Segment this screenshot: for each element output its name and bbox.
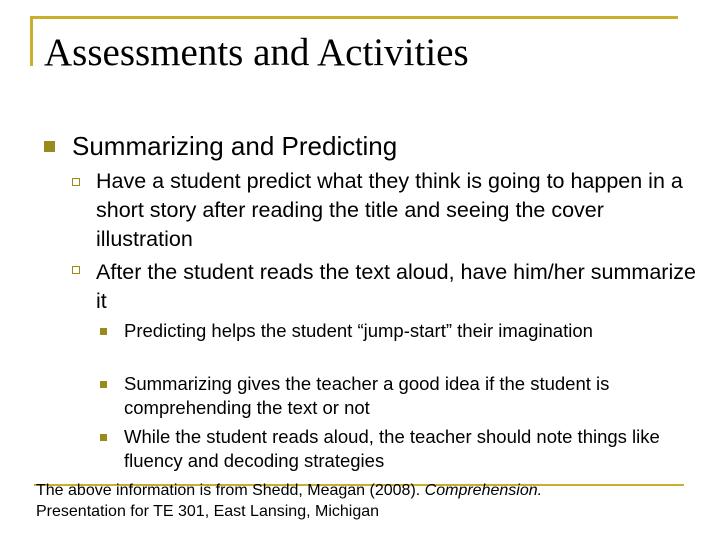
- hollow-square-bullet-icon: [72, 266, 80, 274]
- title-frame-left-line: [30, 16, 33, 66]
- title-frame-top-line: [30, 16, 678, 19]
- square-bullet-icon: [100, 328, 107, 335]
- citation-source: The above information is from Shedd, Meagan (2008).: [36, 482, 425, 499]
- note-predicting: Predicting helps the student “jump-start” their imagination: [124, 320, 593, 341]
- citation: [36, 480, 542, 522]
- square-bullet-icon: [100, 434, 107, 441]
- citation-presentation: Presentation for TE 301, East Lansing, Michigan: [36, 503, 380, 520]
- citation-work-title: Comprehension.: [424, 482, 543, 499]
- square-bullet-icon: [100, 381, 107, 388]
- bullet-summarize-activity: After the student reads the text aloud, have him/her summarize it: [96, 260, 696, 313]
- heading-summarizing-predicting: Summarizing and Predicting: [72, 131, 398, 161]
- bullet-predict-activity: Have a student predict what they think is going to happen in a short story after reading the title and seeing the cover illustration: [96, 169, 683, 251]
- note-summarizing: Summarizing gives the teacher a good idea if the student is comprehending the text or not: [124, 373, 610, 418]
- slide-title: Assessments and Activities: [44, 31, 469, 74]
- note-reading-aloud: While the student reads aloud, the teacher should note things like fluency and decoding strategies: [124, 426, 660, 471]
- hollow-square-bullet-icon: [72, 178, 80, 186]
- square-bullet-icon: [44, 141, 55, 152]
